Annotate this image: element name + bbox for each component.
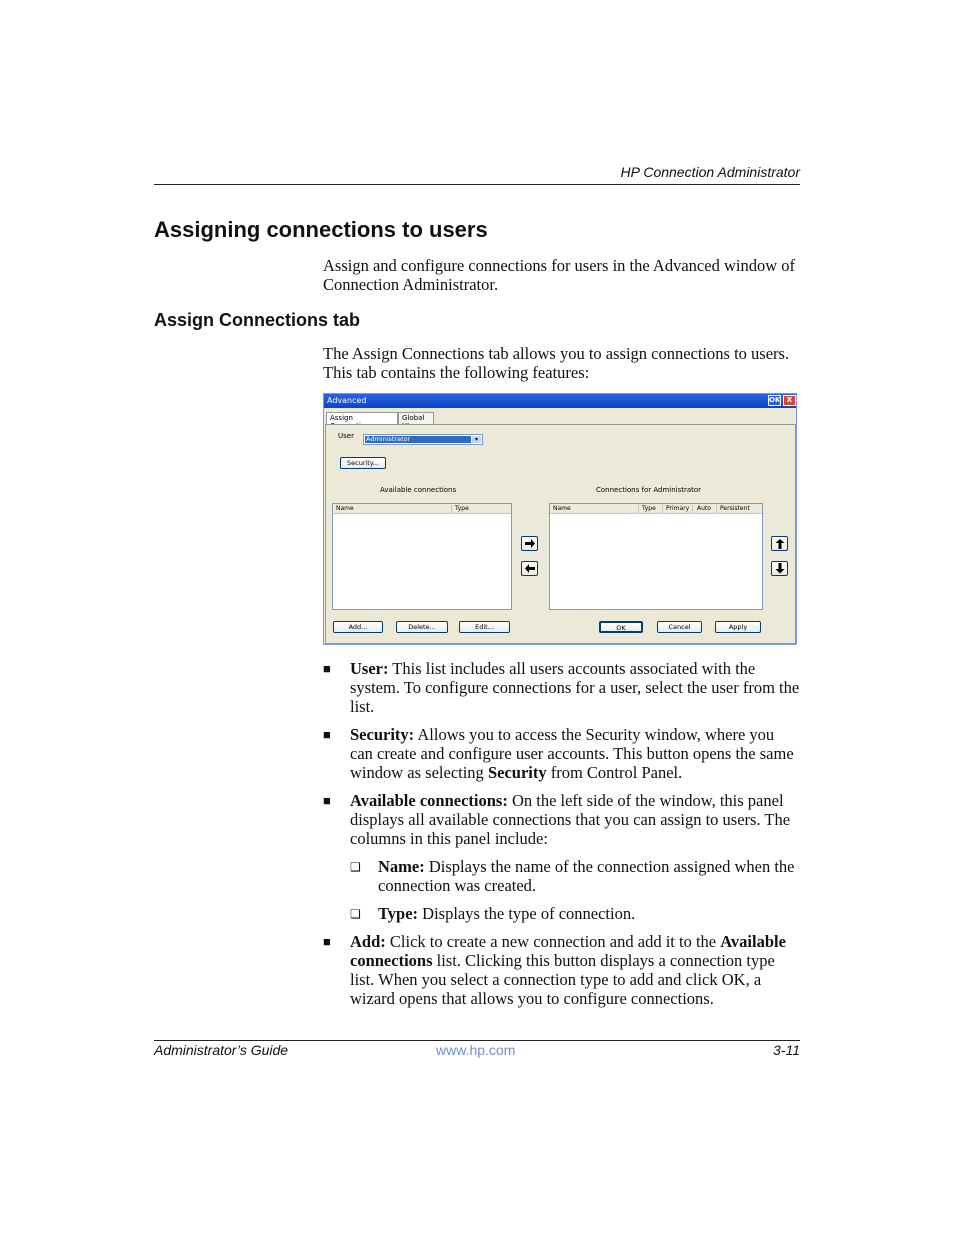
arrow-down-icon — [774, 563, 786, 574]
subsection-title: Assign Connections tab — [154, 310, 361, 330]
list-item: ■ Available connections: On the left side of the window, this panel displays all available connections that you can assign to users. The columns in this panel include: — [323, 791, 791, 848]
feature-list — [323, 659, 801, 1008]
list-item: ■ Add: Click to create a new connection and add it to the Available connections list. Clicking this button displays a connection type list. When you select a connection type to add and click OK, a wizard opens that allows you to configure connections. — [323, 932, 786, 1008]
column-type: Type — [642, 505, 656, 512]
edit-button[interactable]: Edit... — [459, 621, 510, 633]
ok-button[interactable]: OK — [599, 621, 643, 633]
user-select-value: Administrator — [365, 436, 471, 443]
move-up-button[interactable] — [771, 536, 788, 551]
column-auto: Auto — [697, 505, 711, 512]
apply-button[interactable]: Apply — [715, 621, 761, 633]
move-down-button[interactable] — [771, 561, 788, 576]
subsection-intro: The Assign Connections tab allows you to assign connections to users. This tab contains the following features: — [323, 344, 790, 382]
page-number: 3-11 — [773, 1042, 800, 1058]
assigned-connections-list[interactable] — [549, 503, 763, 610]
section-intro: Assign and configure connections for users in the Advanced window of Connection Administrator. — [323, 256, 795, 294]
section-title: Assigning connections to users — [154, 217, 488, 242]
titlebar-ok-button[interactable]: OK — [769, 396, 781, 404]
security-button[interactable]: Security... — [340, 457, 386, 469]
list-item: ■ User: This list includes all users accounts associated with the system. To configure connections for a user, select the user from the list. — [323, 659, 800, 716]
column-primary: Primary — [666, 505, 690, 512]
delete-button[interactable]: Delete... — [396, 621, 448, 633]
list-item: ❑ Name: Displays the name of the connection assigned when the connection was created. — [350, 857, 795, 895]
chevron-down-icon[interactable]: ▾ — [472, 436, 481, 443]
window-title: Advanced — [327, 396, 367, 405]
assigned-list-header — [550, 504, 762, 514]
column-persistent: Persistent — [720, 505, 750, 512]
arrow-left-icon — [524, 563, 536, 574]
available-connections-list[interactable] — [332, 503, 512, 610]
running-header: HP Connection Administrator — [620, 164, 800, 180]
available-list-header — [333, 504, 511, 514]
list-item: ■ Security: Allows you to access the Security window, where you can create and configure user accounts. This button opens the same window as selecting Security from Control Panel. — [323, 725, 794, 782]
assigned-connections-label: Connections for Administrator — [596, 486, 702, 494]
footer-rule — [154, 1040, 800, 1041]
add-button[interactable]: Add... — [333, 621, 383, 633]
arrow-up-icon — [774, 538, 786, 549]
close-icon[interactable]: X — [783, 395, 796, 406]
header-rule — [154, 184, 800, 185]
column-name: Name — [336, 505, 354, 512]
tab-global-ui[interactable]: Global — [398, 412, 434, 424]
tab-assign-connections[interactable]: Assign — [326, 412, 398, 424]
column-name: Name — [553, 505, 571, 512]
unassign-left-button[interactable] — [521, 561, 538, 576]
window-titlebar — [324, 394, 796, 408]
available-connections-label: Available connections — [380, 486, 457, 494]
column-type: Type — [455, 505, 469, 512]
footer-left: Administrator’s Guide — [154, 1042, 289, 1058]
cancel-button[interactable]: Cancel — [657, 621, 702, 633]
user-select[interactable] — [363, 434, 483, 445]
arrow-right-icon — [524, 538, 536, 549]
user-label: User — [338, 432, 354, 440]
list-item: ❑ Type: Displays the type of connection. — [350, 904, 636, 923]
advanced-window — [323, 393, 797, 645]
assign-right-button[interactable] — [521, 536, 538, 551]
footer-link[interactable]: www.hp.com — [436, 1042, 516, 1058]
